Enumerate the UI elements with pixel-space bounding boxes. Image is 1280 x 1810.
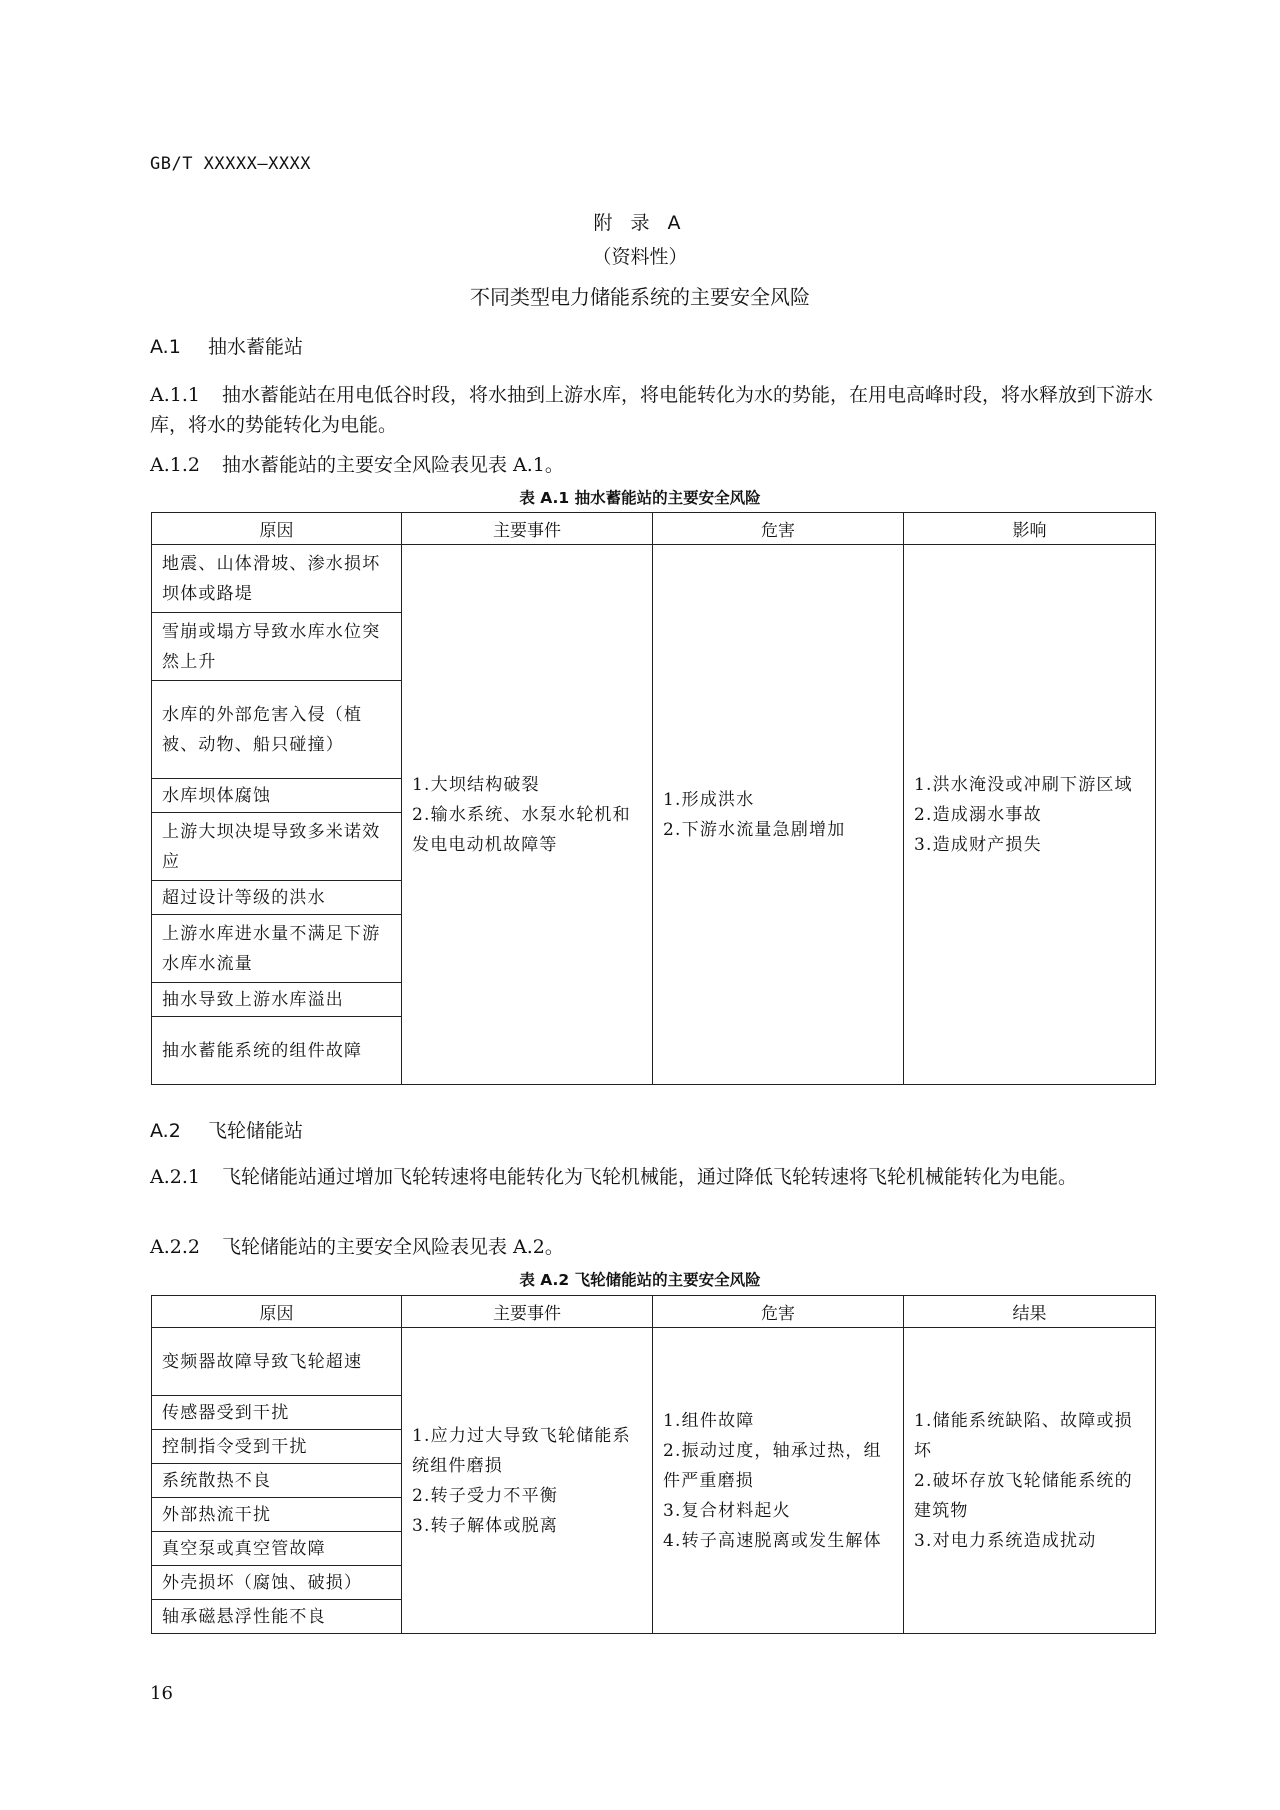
cause-cell: 上游水库进水量不满足下游水库水流量: [152, 915, 402, 983]
page-number: 16: [150, 1683, 173, 1704]
table-header-row: [152, 513, 1156, 545]
cause-cell: 轴承磁悬浮性能不良: [152, 1600, 402, 1634]
cause-cell: 超过设计等级的洪水: [152, 881, 402, 915]
impacts-cell: [904, 545, 1156, 1085]
impact-item: 1.储能系统缺陷、故障或损坏: [914, 1410, 1133, 1461]
column-header: 影响: [904, 513, 1156, 545]
impact-item: 3.造成财产损失: [914, 834, 1042, 855]
hazards-cell: [653, 545, 904, 1085]
cause-cell: 外部热流干扰: [152, 1498, 402, 1532]
event-item: 1.应力过大导致飞轮储能系统组件磨损: [412, 1425, 631, 1476]
appendix-type: （资料性）: [592, 246, 688, 268]
cause-cell: 雪崩或塌方导致水库水位突然上升: [152, 613, 402, 681]
section-a1-heading: [150, 332, 303, 359]
section-title: 飞轮储能站: [208, 1120, 304, 1142]
clause-number: A.2.2: [150, 1236, 200, 1258]
cause-cell: 水库坝体腐蚀: [152, 779, 402, 813]
column-header: 主要事件: [402, 513, 653, 545]
table-row: [152, 545, 1156, 613]
cause-cell: 上游大坝决堤导致多米诺效应: [152, 813, 402, 881]
cause-cell: 外壳损坏（腐蚀、破损）: [152, 1566, 402, 1600]
cause-cell: 水库的外部危害入侵（植被、动物、船只碰撞）: [152, 681, 402, 779]
clause-text: 抽水蓄能站在用电低谷时段，将水抽到上游水库，将电能转化为水的势能，在用电高峰时段，将水释放到下游水库，将水的势能转化为电能。: [150, 384, 1153, 436]
events-cell: [402, 1328, 653, 1634]
hazard-item: 2.下游水流量急剧增加: [663, 819, 846, 840]
appendix-heading: 不同类型电力储能系统的主要安全风险: [470, 285, 810, 309]
cause-cell: 抽水蓄能系统的组件故障: [152, 1017, 402, 1085]
events-cell: [402, 545, 653, 1085]
impact-item: 1.洪水淹没或冲刷下游区域: [914, 774, 1133, 795]
clause-text: 飞轮储能站的主要安全风险表见表 A.2。: [221, 1236, 564, 1258]
event-item: 2.转子受力不平衡: [412, 1485, 559, 1506]
column-header: 危害: [653, 1296, 904, 1328]
event-item: 2.输水系统、水泵水轮机和发电电动机故障等: [412, 804, 631, 855]
hazard-item: 1.形成洪水: [663, 789, 755, 810]
cause-cell: 传感器受到干扰: [152, 1396, 402, 1430]
cause-cell: 抽水导致上游水库溢出: [152, 983, 402, 1017]
hazard-item: 1.组件故障: [663, 1410, 755, 1431]
impact-item: 2.破坏存放飞轮储能系统的建筑物: [914, 1470, 1133, 1521]
hazard-item: 3.复合材料起火: [663, 1500, 791, 1521]
column-header: 主要事件: [402, 1296, 653, 1328]
cause-cell: 系统散热不良: [152, 1464, 402, 1498]
clause-number: A.1.1: [150, 384, 200, 406]
paragraph-a2-2: [150, 1232, 1155, 1262]
impact-item: 3.对电力系统造成扰动: [914, 1530, 1097, 1551]
event-item: 1.大坝结构破裂: [412, 774, 540, 795]
clause-number: A.1.2: [150, 454, 200, 476]
clause-text: 抽水蓄能站的主要安全风险表见表 A.1。: [221, 454, 564, 476]
section-number: A.1: [150, 336, 181, 358]
hazard-item: 2.振动过度，轴承过热，组件严重磨损: [663, 1440, 882, 1491]
paragraph-a1-1: [150, 380, 1155, 440]
hazards-cell: [653, 1328, 904, 1634]
column-header: 结果: [904, 1296, 1156, 1328]
clause-number: A.2.1: [150, 1166, 200, 1188]
table-a2-caption: 表 A.2 飞轮储能站的主要安全风险: [519, 1271, 761, 1289]
event-item: 3.转子解体或脱离: [412, 1515, 559, 1536]
paragraph-a2-1: [150, 1162, 1155, 1192]
section-number: A.2: [150, 1120, 181, 1142]
hazard-item: 4.转子高速脱离或发生解体: [663, 1530, 882, 1551]
column-header: 危害: [653, 513, 904, 545]
table-a1: [151, 512, 1156, 1085]
cause-cell: 变频器故障导致飞轮超速: [152, 1328, 402, 1396]
clause-text: 飞轮储能站通过增加飞轮转速将电能转化为飞轮机械能，通过降低飞轮转速将飞轮机械能转化为电能。: [221, 1166, 1077, 1188]
appendix-title: 附 录 A: [593, 212, 687, 234]
cause-cell: 真空泵或真空管故障: [152, 1532, 402, 1566]
table-a2: [151, 1295, 1156, 1634]
column-header: 原因: [152, 1296, 402, 1328]
paragraph-a1-2: [150, 450, 1155, 480]
impact-item: 2.造成溺水事故: [914, 804, 1042, 825]
table-a1-caption: 表 A.1 抽水蓄能站的主要安全风险: [519, 489, 761, 507]
cause-cell: 控制指令受到干扰: [152, 1430, 402, 1464]
impacts-cell: [904, 1328, 1156, 1634]
cause-cell: 地震、山体滑坡、渗水损坏坝体或路堤: [152, 545, 402, 613]
section-title: 抽水蓄能站: [208, 336, 304, 358]
document-id: GB/T XXXXX—XXXX: [150, 154, 312, 174]
column-header: 原因: [152, 513, 402, 545]
section-a2-heading: [150, 1116, 303, 1143]
table-header-row: [152, 1296, 1156, 1328]
table-row: [152, 1328, 1156, 1396]
